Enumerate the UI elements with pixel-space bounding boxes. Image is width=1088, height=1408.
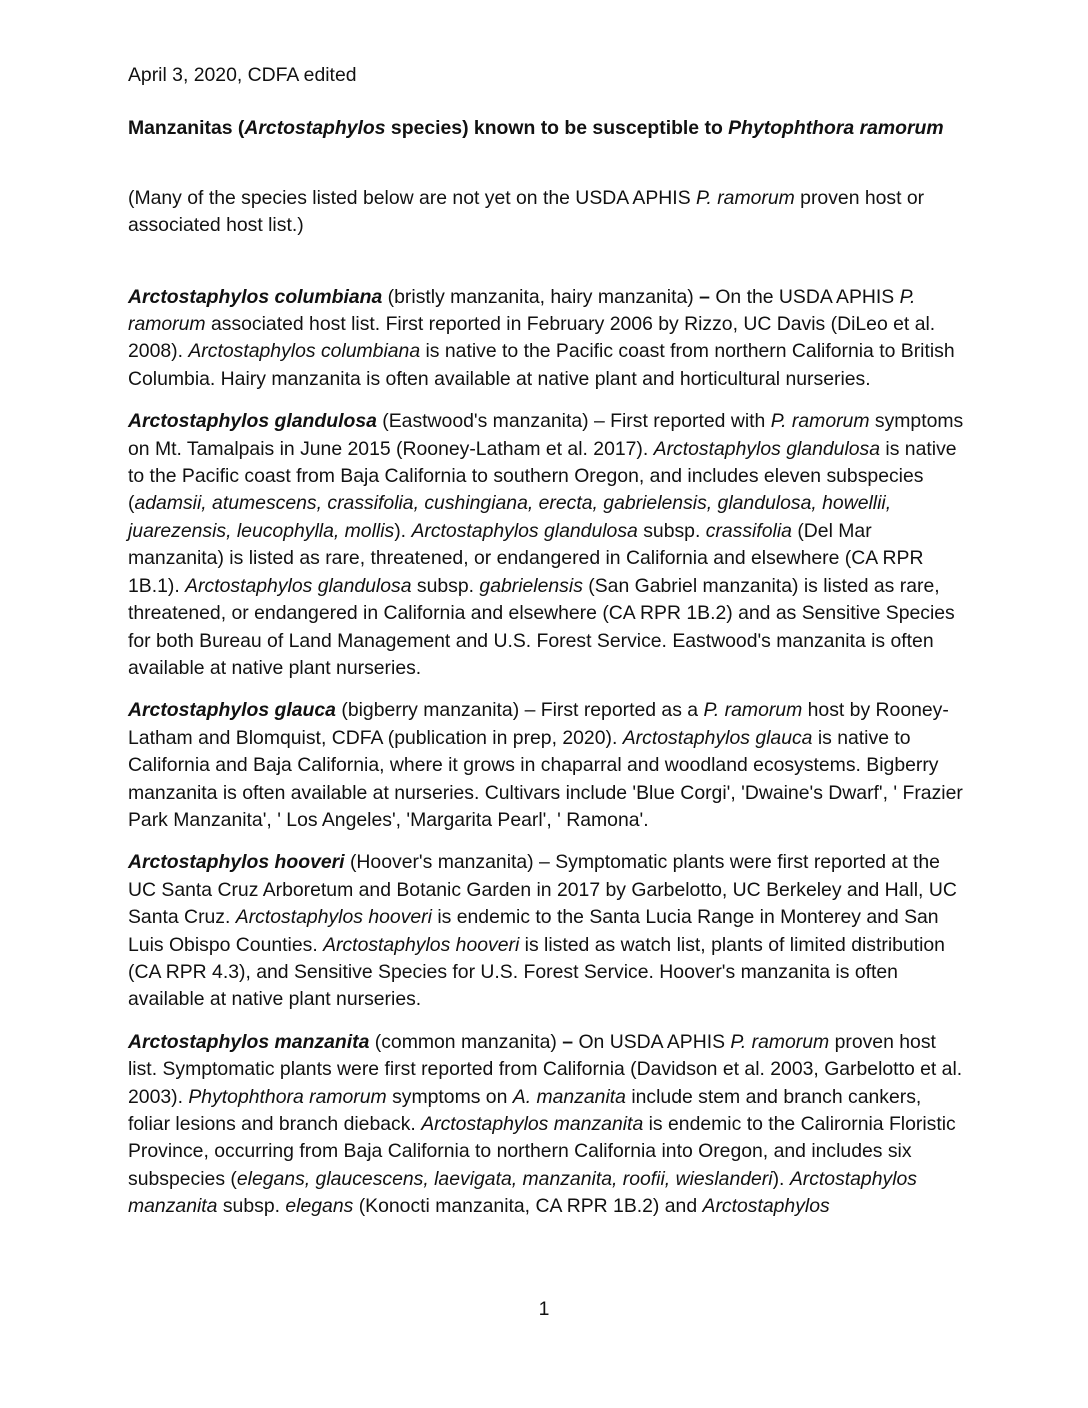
text-run: (San Gabriel manzanita) is listed as rare, threatened, or endangered in California and elsewhere (CA RPR 1B.2) and as Sensitive Species for both Bureau of Land Management and U.S. Forest Service. Eastwood's manzanita is often available at native plant nurseries. xyxy=(128,574,955,679)
italic-run: elegans xyxy=(285,1195,354,1218)
bold-italic-run: Arctostaphylos glauca xyxy=(128,699,336,722)
bold-italic-run: Phytophthora ramorum xyxy=(728,117,944,140)
dateline: April 3, 2020, CDFA edited xyxy=(128,64,357,86)
bold-run: – xyxy=(562,1030,574,1053)
text-run: host by Rooney-Latham and Blomquist, CDFA (publication in prep, 2020). xyxy=(128,699,949,749)
text-run: include stem and branch cankers, foliar lesions and branch dieback. xyxy=(128,1085,922,1135)
bold-run: species) known to be susceptible to xyxy=(385,117,729,140)
host-list-note xyxy=(128,185,964,240)
bold-italic-run: Arctostaphylos glandulosa xyxy=(128,410,377,433)
entry-glauca xyxy=(128,697,964,834)
page-number: 1 xyxy=(538,1298,550,1320)
italic-run: P. ramorum xyxy=(696,186,795,209)
text-run: is listed as watch list, plants of limited distribution (CA RPR 4.3), and Sensitive Species for U.S. Forest Service. Hoover's manzanita is often available at native plant nurseries. xyxy=(128,933,945,1011)
italic-run: A. manzanita xyxy=(512,1085,626,1108)
text-run: (Del Mar manzanita) is listed as rare, threatened, or endangered in California and elsewhere (CA RPR 1B.1). xyxy=(128,519,924,597)
text-run: symptoms on Mt. Tamalpais in June 2015 (Rooney-Latham et al. 2017). xyxy=(128,410,964,460)
text-run: associated host list. First reported in February 2006 by Rizzo, UC Davis (DiLeo et al. 2008). xyxy=(128,313,936,363)
italic-run: Arctostaphylos hooveri xyxy=(235,906,432,929)
text-run: proven host list. Symptomatic plants were first reported from California (Davidson et al. 2003, Garbelotto et al. 2003). xyxy=(128,1030,963,1108)
italic-run: P. ramorum xyxy=(770,410,870,433)
italic-run: adamsii, atumescens, crassifolia, cushingiana, erecta, gabrielensis, glandulosa, howellii, juarezensis, leucophylla, mollis xyxy=(128,492,892,542)
entry-hooveri xyxy=(128,849,964,1013)
document-title xyxy=(128,115,964,142)
text-run: (Hoover's manzanita) – Symptomatic plants were first reported at the UC Santa Cruz Arboretum and Botanic Garden in 2017 by Garbelotto, UC Berkeley and Hall, UC Santa Cruz. xyxy=(128,851,957,929)
italic-run: crassifolia xyxy=(705,519,792,542)
text-run: is endemic to the Santa Lucia Range in Monterey and San Luis Obispo Counties. xyxy=(128,906,939,956)
entry-manzanita xyxy=(128,1029,964,1221)
text-run: subsp. xyxy=(637,519,706,542)
text-run: (Many of the species listed below are not yet on the USDA APHIS xyxy=(128,186,697,209)
italic-run: gabrielensis xyxy=(479,574,583,597)
text-run: is endemic to the Calirornia Floristic Province, occurring from Baja California to northern California into Oregon, and includes six subspecies ( xyxy=(128,1113,956,1190)
italic-run: Arctostaphylos glandulosa xyxy=(185,574,412,597)
entry-glandulosa xyxy=(128,408,964,682)
italic-run: P. ramorum xyxy=(703,699,803,722)
italic-run: elegans, glaucescens, laevigata, manzanita, roofii, wieslanderi xyxy=(236,1167,773,1190)
text-run: ). xyxy=(772,1167,790,1190)
italic-run: Arctostaphylos glandulosa xyxy=(411,519,638,542)
italic-run: Arctostaphylos manzanita xyxy=(421,1113,644,1135)
text-run: (bigberry manzanita) – First reported as a xyxy=(335,699,704,722)
bold-run: Manzanitas ( xyxy=(128,117,245,140)
bold-italic-run: Arctostaphylos xyxy=(244,117,386,140)
italic-run: Arctostaphylos glandulosa xyxy=(653,437,881,460)
text-run: (Eastwood's manzanita) – First reported with xyxy=(376,410,771,433)
text-run: symptoms on xyxy=(386,1085,513,1108)
text-run: proven host or associated host list.) xyxy=(128,186,925,237)
italic-run: Arctostaphylos xyxy=(702,1195,830,1218)
bold-run: – xyxy=(699,285,710,308)
text-run: is native to the Pacific coast from Baja California to southern Oregon, and includes eleven subspecies ( xyxy=(128,437,957,515)
text-run: (bristly manzanita, hairy manzanita) xyxy=(382,285,700,308)
italic-run: Phytophthora ramorum xyxy=(188,1085,387,1108)
italic-run: Arctostaphylos columbiana xyxy=(188,340,421,363)
text-run: is native to California and Baja California, where it grows in chaparral and woodland ecosystems. Bigberry manzanita is often available at nurseries. Cultivars include 'Blue Corgi', 'Dwaine's Dwarf', ' Frazier Park Manzanita', ' Los Angeles', 'Margarita Pearl', ' Ramona'. xyxy=(128,726,963,831)
text-run: subsp. xyxy=(411,574,480,597)
document-body xyxy=(128,62,964,1221)
bold-italic-run: Arctostaphylos columbiana xyxy=(128,285,383,308)
text-run: (common manzanita) xyxy=(369,1030,563,1053)
text-run: (Konocti manzanita, CA RPR 1B.2) and xyxy=(353,1195,703,1218)
italic-run: P. ramorum xyxy=(128,285,916,336)
italic-run: P. ramorum xyxy=(730,1030,830,1053)
entry-columbiana xyxy=(128,284,964,394)
text-run: ). xyxy=(394,519,412,542)
text-run: is native to the Pacific coast from northern California to British Columbia. Hairy manzanita is often available at native plant and horticultural nurseries. xyxy=(128,340,955,390)
italic-run: Arctostaphylos manzanita xyxy=(128,1167,917,1218)
text-run: On the USDA APHIS xyxy=(709,285,900,308)
bold-italic-run: Arctostaphylos manzanita xyxy=(128,1030,370,1053)
italic-run: Arctostaphylos hooveri xyxy=(323,933,520,956)
text-run: subsp. xyxy=(217,1195,286,1218)
italic-run: Arctostaphylos glauca xyxy=(622,726,813,749)
bold-italic-run: Arctostaphylos hooveri xyxy=(128,851,345,874)
text-run: On USDA APHIS xyxy=(573,1030,731,1053)
species-entries xyxy=(128,284,964,1221)
